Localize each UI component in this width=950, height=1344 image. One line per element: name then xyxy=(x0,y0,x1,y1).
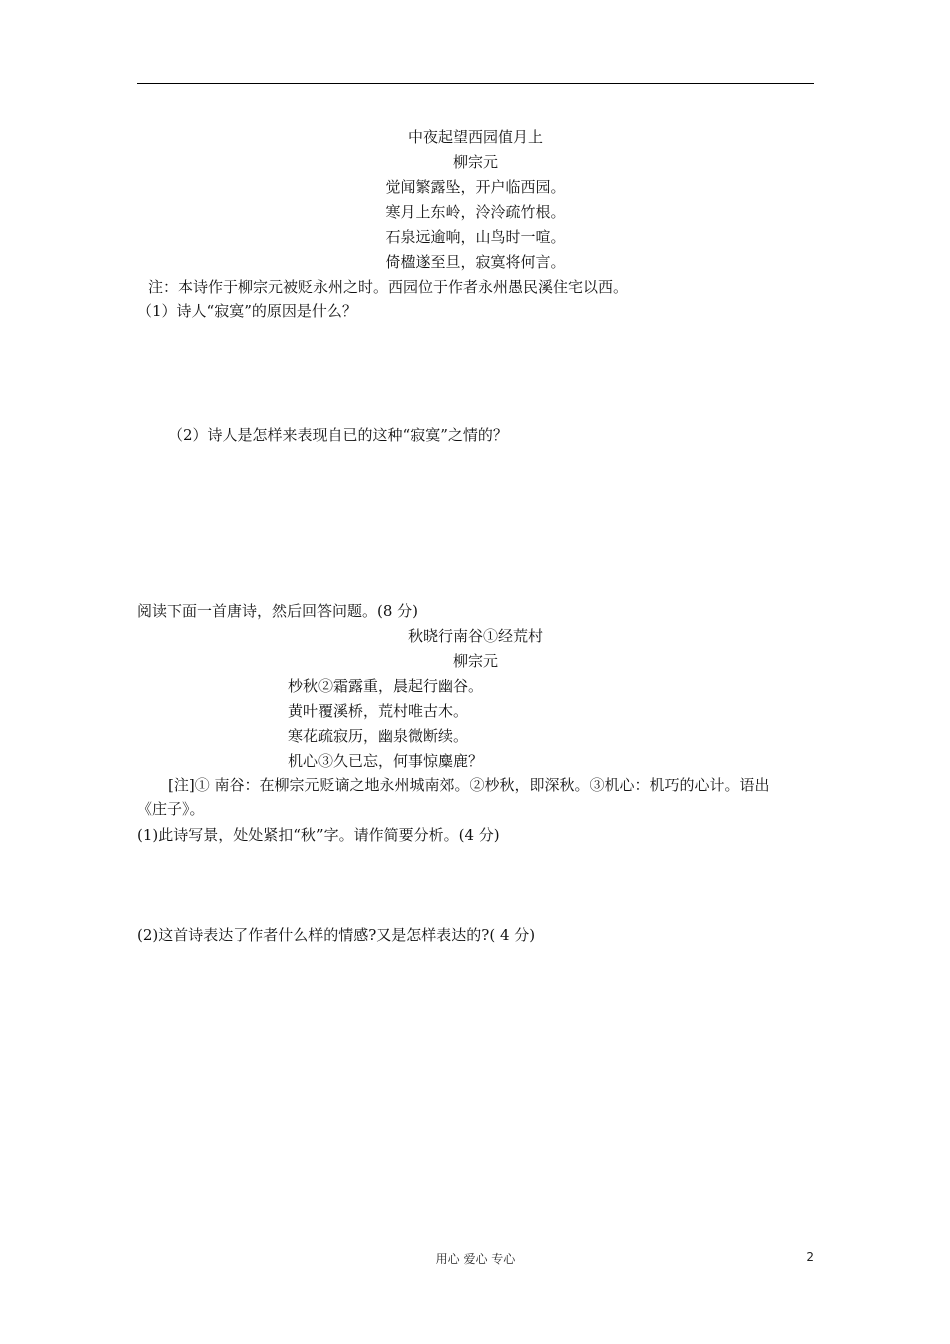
poem2-line-3: 寒花疏寂历，幽泉微断续。 xyxy=(288,727,469,745)
poem1-question-2: （2）诗人是怎样来表现自已的这种“寂寞”之情的？ xyxy=(168,426,508,444)
poem2-line-2: 黄叶覆溪桥，荒村唯古木。 xyxy=(288,702,469,720)
poem2-line-1: 杪秋②霜露重，晨起行幽谷。 xyxy=(288,677,484,695)
poem1-title: 中夜起望西园值月上 xyxy=(407,128,543,146)
poem2-line-4: 机心③久已忘，何事惊麋鹿？ xyxy=(288,752,484,770)
poem2-question-2: (2)这首诗表达了作者什么样的情感?又是怎样表达的?( 4 分) xyxy=(137,926,536,944)
poem2-author: 柳宗元 xyxy=(452,652,498,670)
poem1-note: 注：本诗作于柳宗元被贬永州之时。西园位于作者永州愚民溪住宅以西。 xyxy=(148,278,629,296)
poem2-question-1: (1)此诗写景，处处紧扣“秋”字。请作简要分析。(4 分) xyxy=(137,826,500,844)
poem1-line-4: 倚楹遂至旦，寂寞将何言。 xyxy=(385,253,566,271)
page-number: 2 xyxy=(806,1250,814,1264)
poem1-author: 柳宗元 xyxy=(452,153,498,171)
footer-motto: 用心 爱心 专心 xyxy=(435,1252,516,1266)
poem2-title: 秋晓行南谷①经荒村 xyxy=(407,627,543,645)
poem2-intro: 阅读下面一首唐诗，然后回答问题。(8 分) xyxy=(137,602,419,620)
header-rule xyxy=(137,83,814,84)
poem1-line-2: 寒月上东岭，泠泠疏竹根。 xyxy=(385,203,566,221)
poem1-question-1: （1）诗人“寂寞”的原因是什么？ xyxy=(137,302,357,320)
poem2-note-line-2: 《庄子》。 xyxy=(137,800,205,818)
poem1-line-1: 觉闻繁露坠，开户临西园。 xyxy=(385,178,566,196)
poem1-line-3: 石泉远逾响，山鸟时一喧。 xyxy=(385,228,566,246)
poem2-note-line-1: [注]① 南谷：在柳宗元贬谪之地永州城南郊。②杪秋，即深秋。③机心：机巧的心计。语出 xyxy=(168,776,770,794)
